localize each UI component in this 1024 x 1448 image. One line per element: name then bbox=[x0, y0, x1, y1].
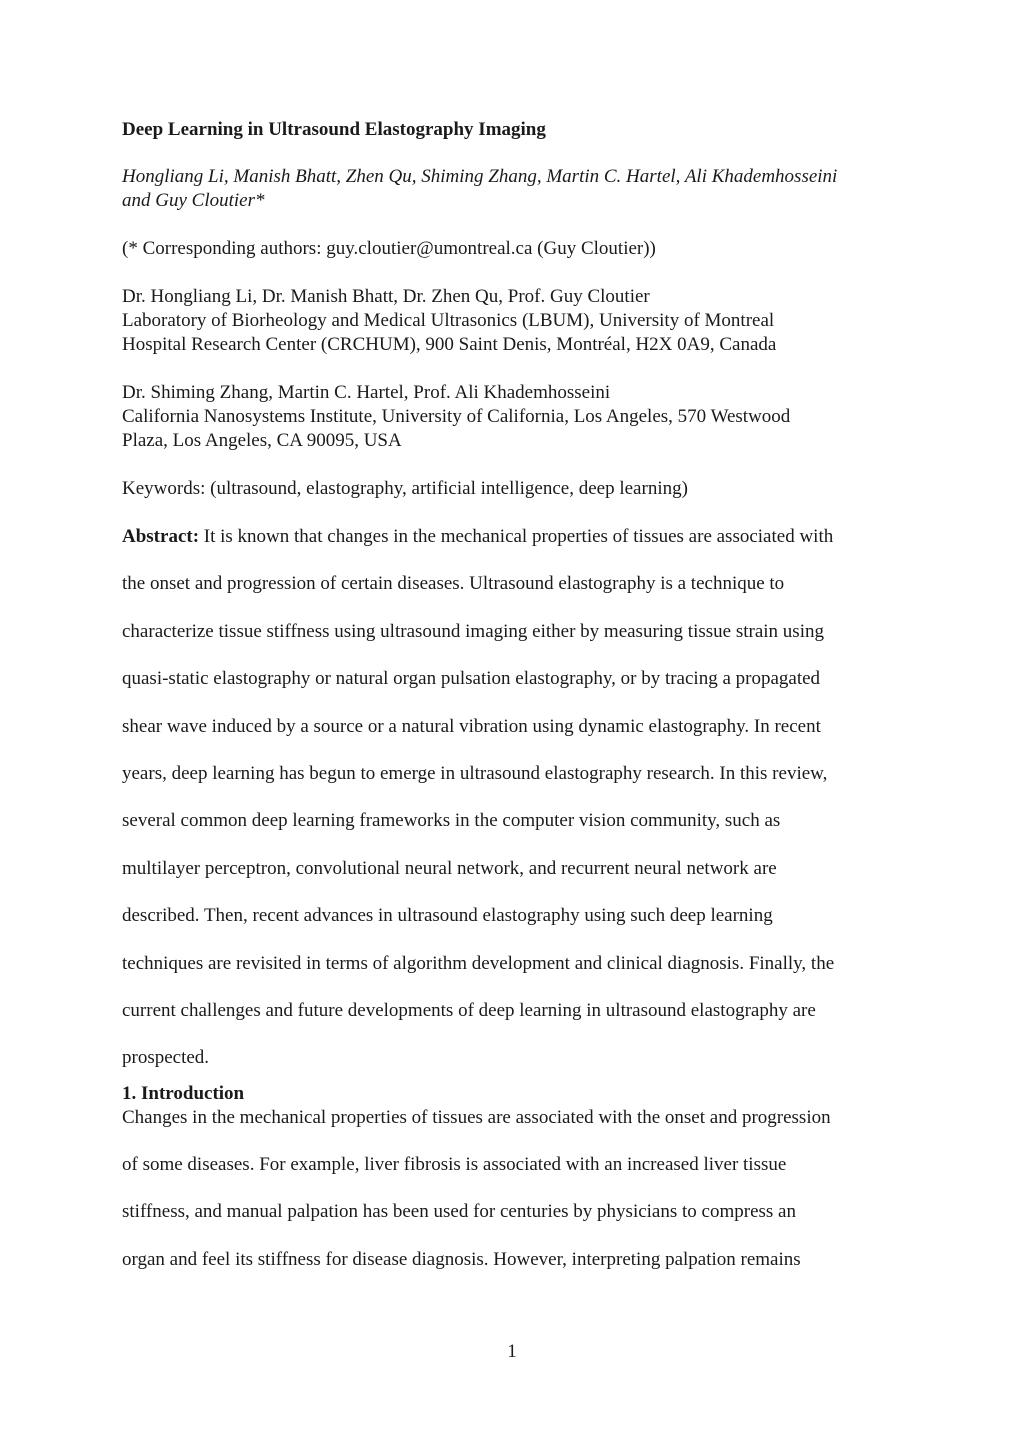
page-number: 1 bbox=[507, 1341, 517, 1362]
affiliation-line: Dr. Shiming Zhang, Martin C. Hartel, Prof. Ali Khademhosseini bbox=[122, 382, 611, 403]
abstract-line: described. Then, recent advances in ultrasound elastography using such deep learning bbox=[122, 905, 773, 927]
abstract-line: years, deep learning has begun to emerge in ultrasound elastography research. In this review, bbox=[122, 762, 828, 784]
introduction-body bbox=[122, 1094, 912, 1284]
abstract-line: the onset and progression of certain diseases. Ultrasound elastography is a technique to bbox=[122, 573, 785, 595]
body-line: Changes in the mechanical properties of tissues are associated with the onset and progression bbox=[122, 1106, 831, 1128]
abstract-line: prospected. bbox=[122, 1047, 210, 1069]
abstract-line: several common deep learning frameworks in the computer vision community, such as bbox=[122, 810, 781, 832]
author-list bbox=[122, 165, 912, 213]
affiliation-block-1 bbox=[122, 285, 912, 357]
paper-title: Deep Learning in Ultrasound Elastography Imaging bbox=[122, 119, 546, 140]
abstract-line: shear wave induced by a source or a natural vibration using dynamic elastography. In recent bbox=[122, 715, 821, 737]
affiliation-line: Hospital Research Center (CRCHUM), 900 Saint Denis, Montréal, H2X 0A9, Canada bbox=[122, 334, 777, 355]
body-line: of some diseases. For example, liver fibrosis is associated with an increased liver tissue bbox=[122, 1154, 787, 1176]
affiliation-line: Laboratory of Biorheology and Medical Ultrasonics (LBUM), University of Montreal bbox=[122, 310, 775, 331]
abstract-line: characterize tissue stiffness using ultrasound imaging either by measuring tissue strain using bbox=[122, 620, 824, 642]
abstract-label: Abstract: bbox=[122, 526, 200, 547]
body-line: organ and feel its stiffness for disease diagnosis. However, interpreting palpation remains bbox=[122, 1248, 801, 1270]
author-line: Hongliang Li, Manish Bhatt, Zhen Qu, Shiming Zhang, Martin C. Hartel, Ali Khademhosseini bbox=[122, 166, 838, 187]
abstract bbox=[122, 513, 912, 1082]
abstract-line: techniques are revisited in terms of algorithm development and clinical diagnosis. Finally, the bbox=[122, 952, 835, 974]
keywords: Keywords: (ultrasound, elastography, artificial intelligence, deep learning) bbox=[122, 478, 688, 499]
corresponding-author: (* Corresponding authors: guy.cloutier@umontreal.ca (Guy Cloutier)) bbox=[122, 238, 656, 259]
affiliation-line: California Nanosystems Institute, University of California, Los Angeles, 570 Westwood bbox=[122, 406, 791, 427]
section-heading-introduction: 1. Introduction bbox=[122, 1082, 245, 1104]
abstract-line bbox=[122, 513, 912, 560]
abstract-text: It is known that changes in the mechanical properties of tissues are associated with bbox=[199, 526, 834, 547]
abstract-line: current challenges and future developments of deep learning in ultrasound elastography are bbox=[122, 999, 816, 1021]
affiliation-block-2 bbox=[122, 381, 912, 453]
paper-page bbox=[122, 118, 912, 1283]
author-line: and Guy Cloutier* bbox=[122, 190, 265, 211]
abstract-line: quasi-static elastography or natural organ pulsation elastography, or by tracing a propagated bbox=[122, 668, 821, 690]
abstract-line: multilayer perceptron, convolutional neural network, and recurrent neural network are bbox=[122, 857, 777, 879]
affiliation-line: Dr. Hongliang Li, Dr. Manish Bhatt, Dr. Zhen Qu, Prof. Guy Cloutier bbox=[122, 286, 650, 307]
body-line: stiffness, and manual palpation has been used for centuries by physicians to compress an bbox=[122, 1201, 796, 1223]
affiliation-line: Plaza, Los Angeles, CA 90095, USA bbox=[122, 430, 402, 451]
